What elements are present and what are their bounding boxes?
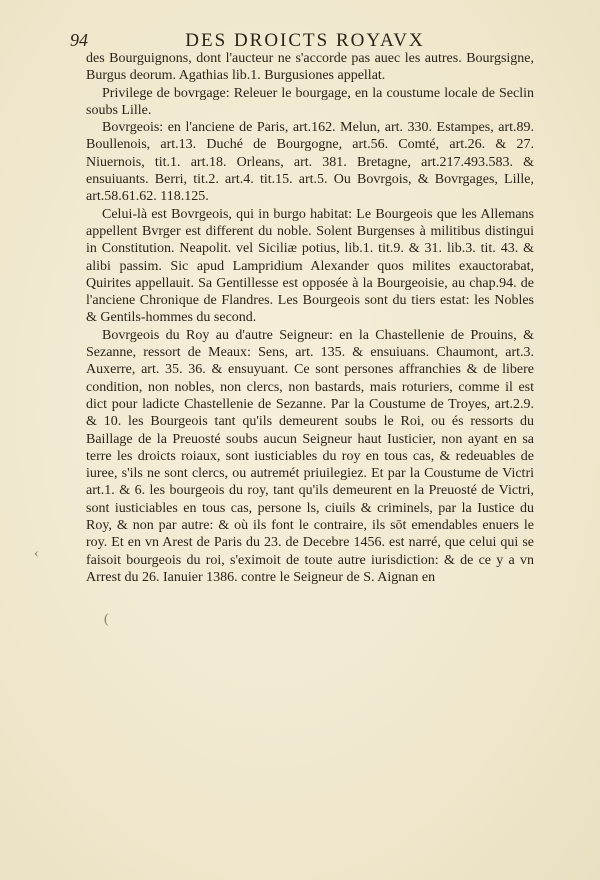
paragraph-bourgeois-du-roy: Bovrgeois du Roy au d'autre Seigneur: en la Chastellenie de Prouins, & Sezanne, ressort de Meaux: Sens, art. 135. & ensuiuans. Chaumont, art.3. Auxerre, art. 35. 36. & ensuyuant. Ce sont persones affranchies & de libere condition, non nobles, non clercs, non bastards, mais roturiers, comme il est dict pour ladicte Chastellenie de Sezanne. Par la Coustume de Troyes, art.2.9. & 10. les Bourgeois tant qu'ils demeurent soubs le Roi, ou és ressorts du Baillage de la Preuosté soubs aucun Seigneur haut Iusticier, non ayant en sa terre les droicts roiaux, sont iusticiables du roy en tous cas, & redeuables de iuree, s'ils ne sont clercs, ou autremét priuilegiez. Et par la Coustume de Victri art.1. & 6. les bourgeois du roy, tant qu'ils demeurent en la Preuosté de Victri, sont iusticiables en tous cas, persone ls, ciuils & criminels, par la Iustice du Roy, & non par autre: & où ils font le contraire, ils sōt emendables enuers le roy. Et en vn Arest de Paris du 23. de Decebre 1456. est narré, que celui qui se faisoit bourgeois du roi, s'eximoit de toute autre iurisdiction: & de ce y a vn Arrest du 26. Ianuier 1386. contre le Seigneur de S. Aignan en [86,327,534,585]
running-head: DES DROICTS ROYAVX [185,30,425,51]
body-text [86,50,534,586]
page-number: 94 [70,30,88,50]
paragraph-privilege-bourgage: Privilege de bovrgage: Releuer le bourgage, en la coustume locale de Seclin soubs Lille. [86,85,534,118]
margin-bracket-mark: ‹ [34,546,39,561]
paragraph-bourgeois-coutumes: Bovrgeois: en l'anciene de Paris, art.162. Melun, art. 330. Estampes, art.89. Boullenois, art.13. Duché de Bourgogne, art.56. Comté, art.26. & 27. Niuernois, tit.1. art.18. Orleans, art. 381. Bretagne, art.217.493.583. & ensuiuants. Berri, tit.2. art.4. tit.15. art.5. Ou Bovrgois, & Bovrgages, Lille, art.58.61.62. 118.125. [86,120,534,205]
paragraph-bourgeois-definition: Celui-là est Bovrgeois, qui in burgo habitat: Le Bourgeois que les Allemans appellent Bvrger est different du noble. Solent Burgenses à militibus distingui in Constitution. Neapolit. vel Siciliæ potius, lib.1. tit.9. & 31. lib.3. tit. 43. & alibi passim. Sic apud Lampridium Alexander quos milites exauctorabat, Quirites appellauit. Sa Gentillesse est opposée à la Bourgeoisie, au chap.94. de l'anciene Chronique de Flandres. Les Bourgeois sont du tiers estat: les Nobles & Gentils-hommes du second. [86,206,534,326]
paragraph-1: des Bourguignons, dont l'aucteur ne s'accorde pas auec les autres. Bourgsigne, Burgus deorum. Agathias lib.1. Burgusiones appellat. [86,51,534,84]
margin-paren-mark: ( [104,612,109,627]
